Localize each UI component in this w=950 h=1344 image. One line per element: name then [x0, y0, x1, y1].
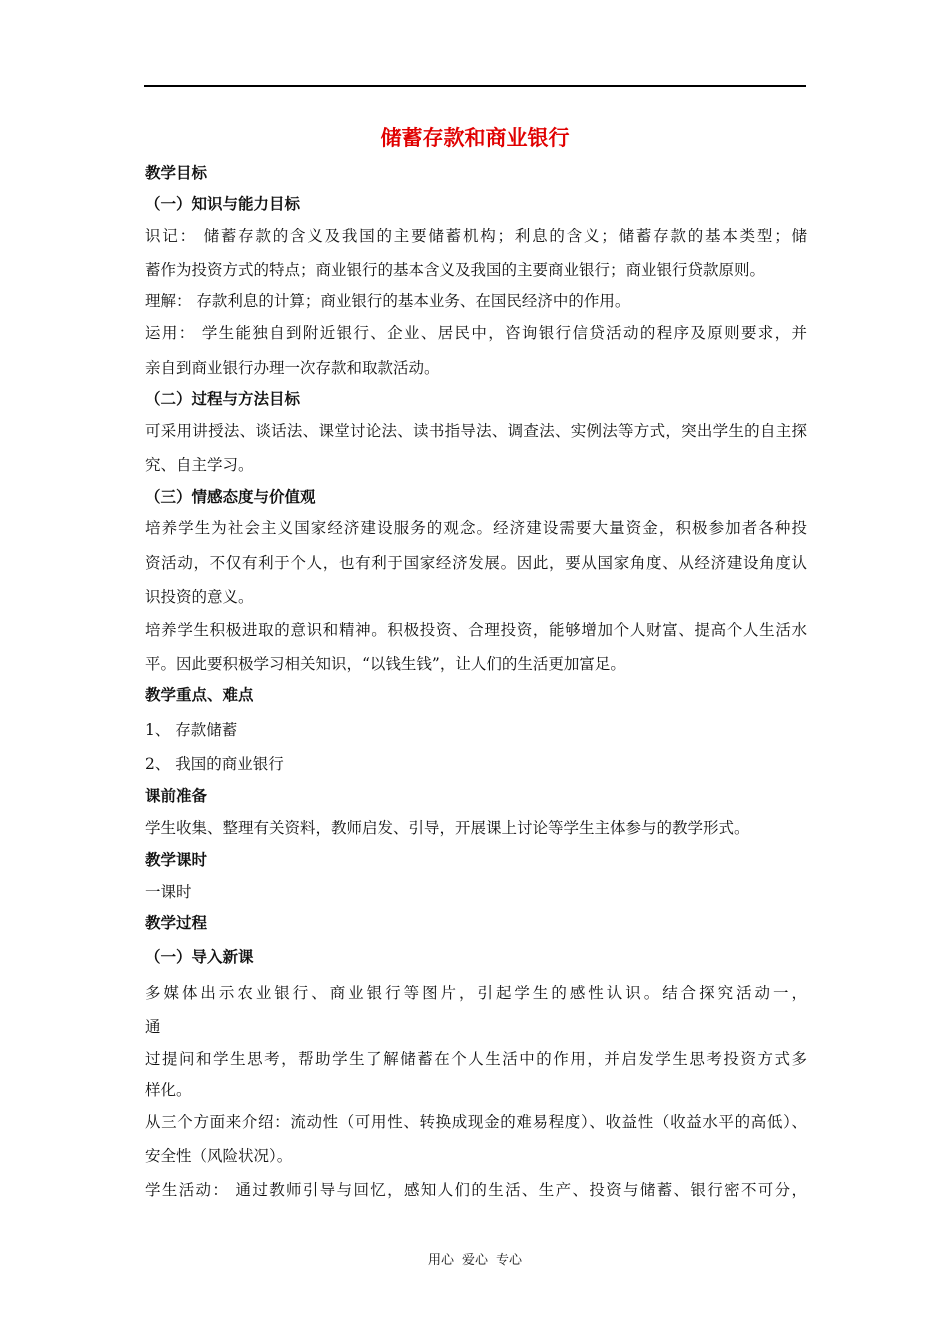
body-text-line: 多媒体出示农业银行、商业银行等图片，引起学生的感性认识。结合探究活动一， — [145, 984, 807, 1002]
body-text-line: 安全性（风险状况）。 — [145, 1147, 293, 1165]
section-heading: （一）导入新课 — [145, 948, 254, 966]
body-text-line: 学生活动： 通过教师引导与回忆，感知人们的生活、生产、投资与储蓄、银行密不可分， — [145, 1181, 807, 1199]
section-heading: 教学课时 — [145, 851, 208, 869]
body-text-line: 究、自主学习。 — [145, 456, 254, 474]
section-heading: 教学重点、难点 — [145, 686, 254, 704]
section-heading: （一）知识与能力目标 — [145, 195, 301, 213]
body-text-line: 理解： 存款利息的计算；商业银行的基本业务、在国民经济中的作用。 — [145, 292, 631, 310]
section-heading: （三）情感态度与价值观 — [145, 488, 316, 506]
body-text-line: 一课时 — [145, 883, 192, 901]
body-text-line: 亲自到商业银行办理一次存款和取款活动。 — [145, 359, 440, 377]
header-rule — [144, 85, 806, 87]
section-heading: 教学过程 — [145, 914, 208, 932]
section-heading: 教学目标 — [145, 164, 208, 182]
body-text-line: 识记： 储蓄存款的含义及我国的主要储蓄机构；利息的含义；储蓄存款的基本类型；储 — [145, 227, 807, 245]
body-text-line: 蓄作为投资方式的特点；商业银行的基本含义及我国的主要商业银行；商业银行贷款原则。 — [145, 261, 766, 279]
body-text-line: 样化。 — [145, 1081, 192, 1099]
body-text-line: 过提问和学生思考，帮助学生了解储蓄在个人生活中的作用，并启发学生思考投资方式多 — [145, 1050, 807, 1068]
body-text-line: 培养学生积极进取的意识和精神。积极投资、合理投资，能够增加个人财富、提高个人生活水 — [145, 621, 807, 639]
document-title: 储蓄存款和商业银行 — [380, 126, 570, 150]
page-footer: 用心 爱心 专心 — [427, 1253, 523, 1268]
body-text-line: 学生收集、整理有关资料，教师启发、引导，开展课上讨论等学生主体参与的教学形式。 — [145, 819, 750, 837]
body-text-line: 资活动，不仅有利于个人，也有利于国家经济发展。因此，要从国家角度、从经济建设角度认 — [145, 554, 807, 572]
body-text-line: 从三个方面来介绍：流动性（可用性、转换成现金的难易程度）、收益性（收益水平的高低）、 — [145, 1113, 807, 1131]
section-heading: 课前准备 — [145, 787, 208, 805]
body-text-line: 识投资的意义。 — [145, 588, 254, 606]
body-text-line: 2、 我国的商业银行 — [145, 755, 284, 773]
body-text-line: 通 — [145, 1018, 161, 1036]
section-heading: （二）过程与方法目标 — [145, 390, 301, 408]
body-text-line: 培养学生为社会主义国家经济建设服务的观念。经济建设需要大量资金，积极参加者各种投 — [145, 519, 807, 537]
body-text-line: 平。因此要积极学习相关知识，“以钱生钱”，让人们的生活更加富足。 — [145, 655, 626, 673]
body-text-line: 1、 存款储蓄 — [145, 721, 238, 739]
body-text-line: 可采用讲授法、谈话法、课堂讨论法、读书指导法、调查法、实例法等方式，突出学生的自主探 — [145, 422, 807, 440]
body-text-line: 运用： 学生能独自到附近银行、企业、居民中，咨询银行信贷活动的程序及原则要求，并 — [145, 324, 807, 342]
